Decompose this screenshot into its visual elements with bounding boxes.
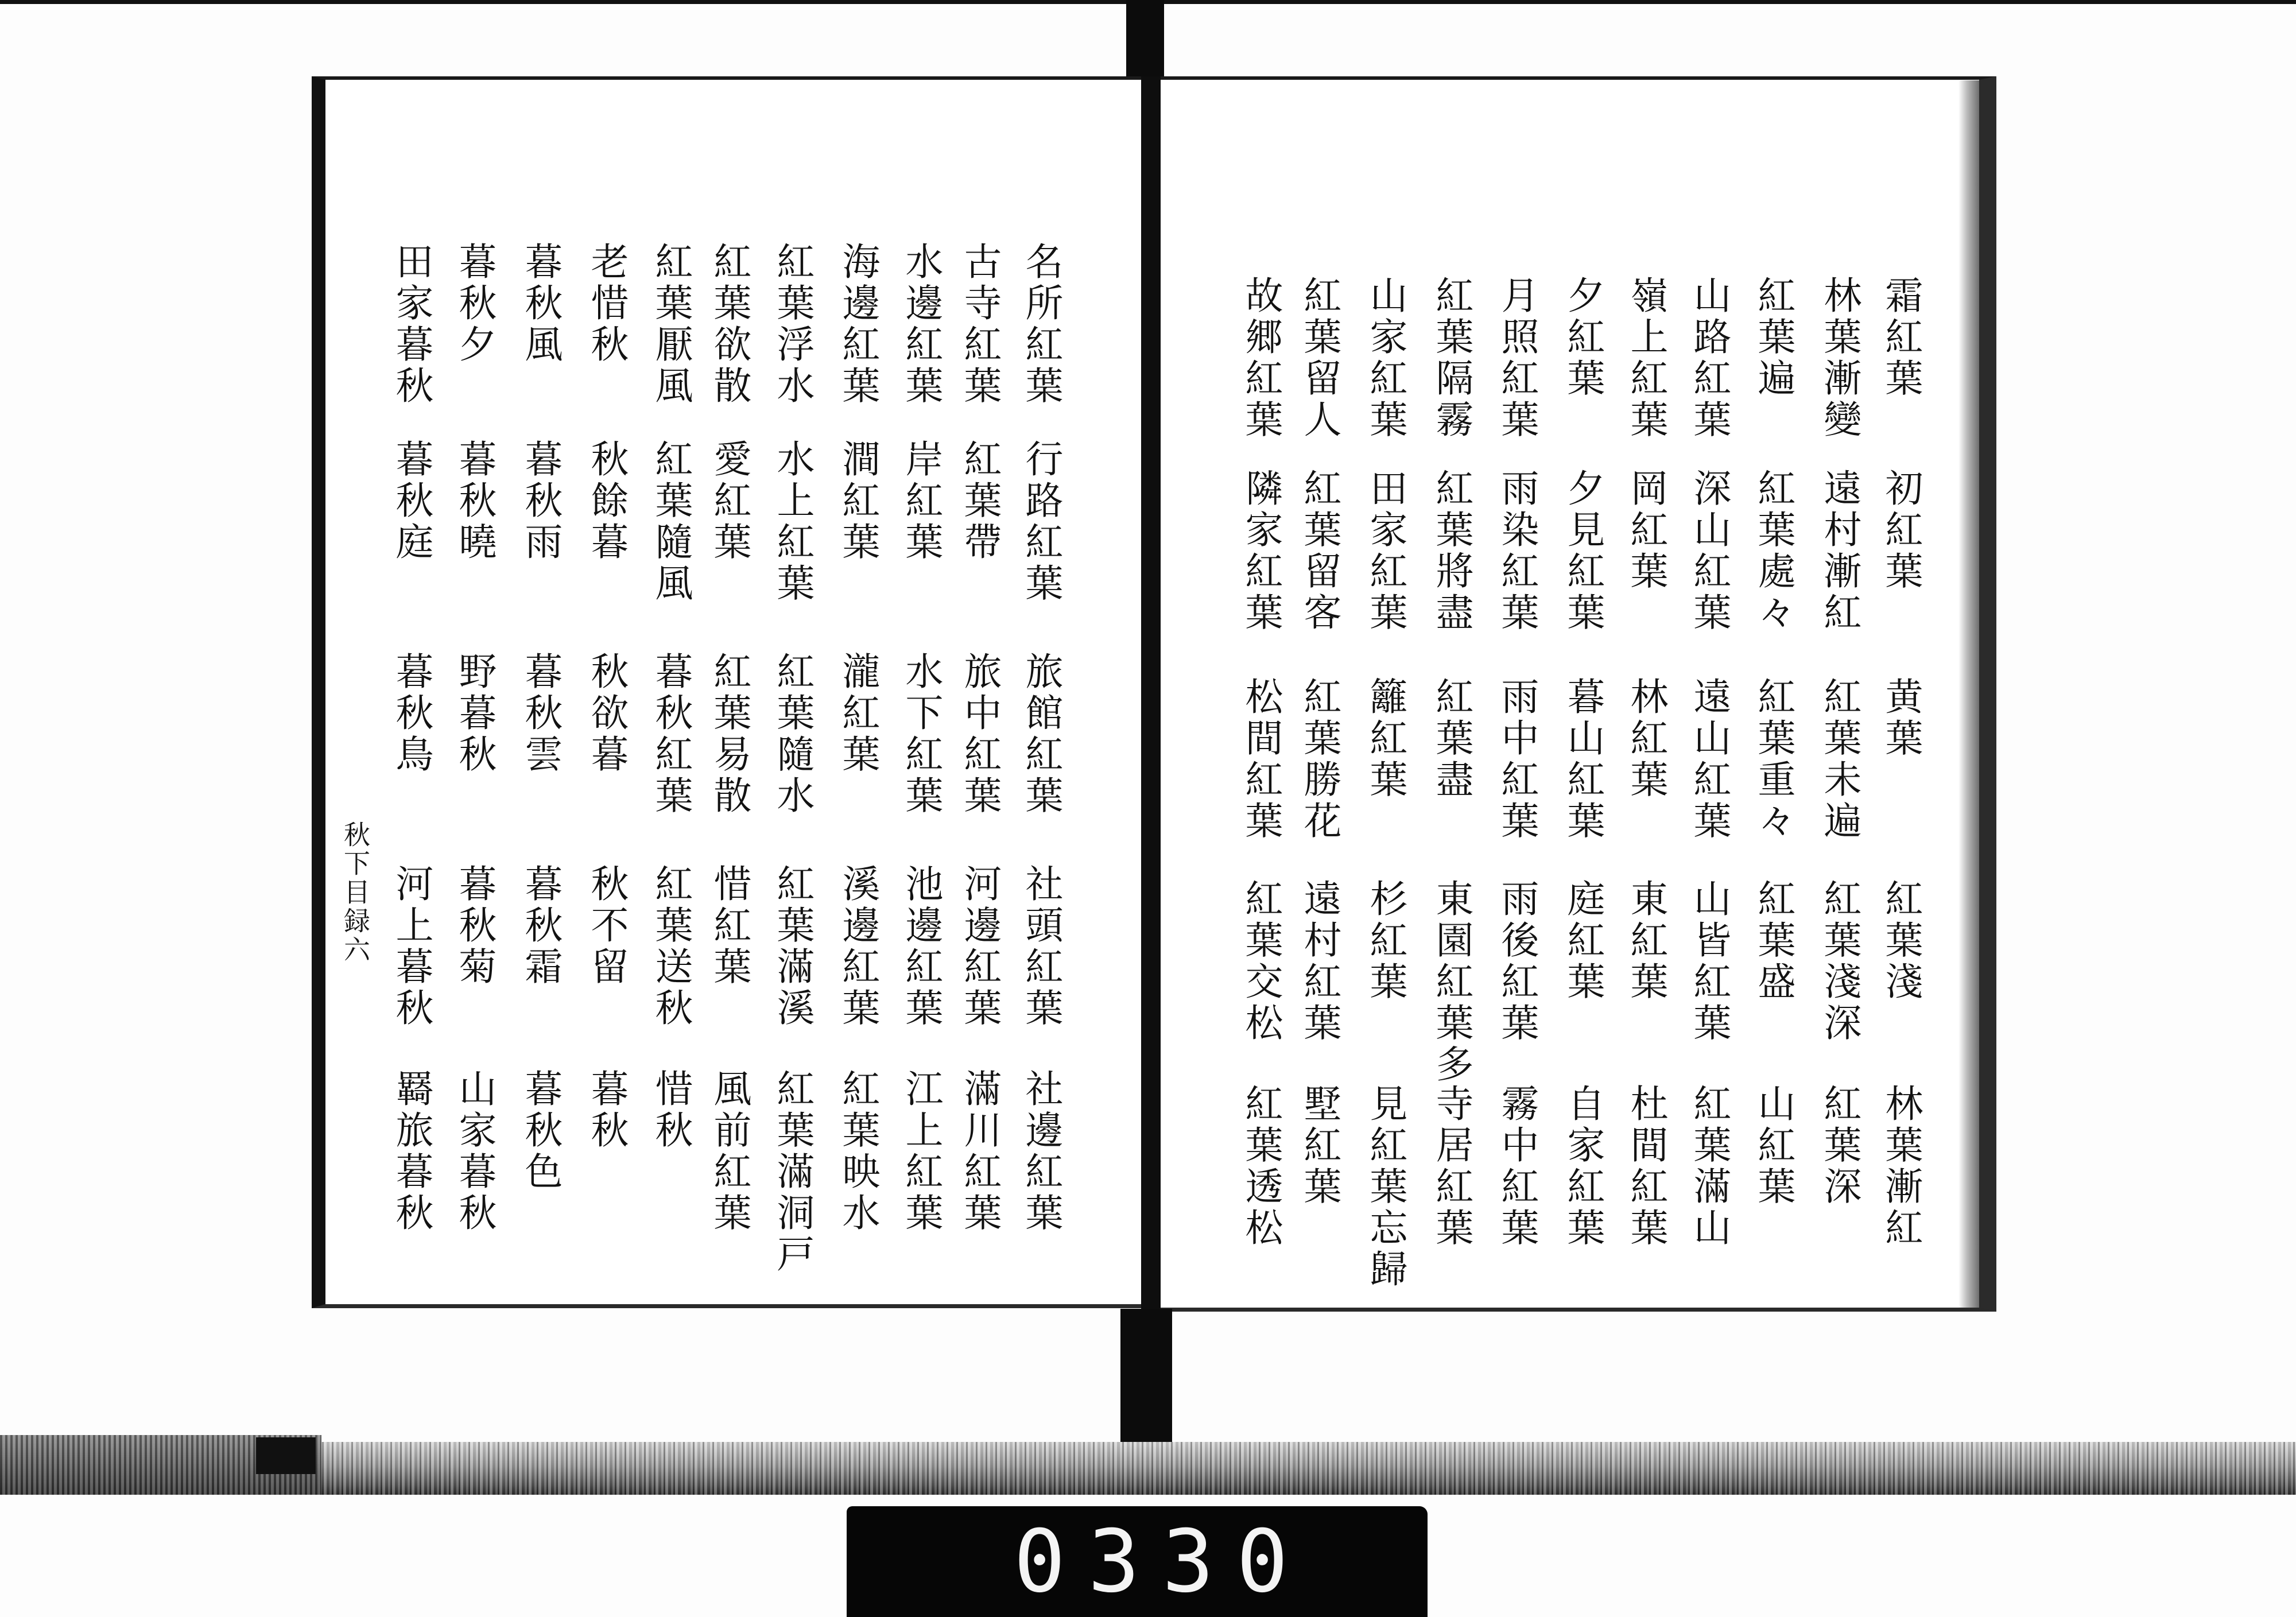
toc-entry: 江上紅葉 (899, 1069, 943, 1234)
toc-entry: 澗紅葉 (836, 439, 880, 563)
frame-number-label (847, 1506, 1428, 1617)
book-spine-top (1126, 0, 1164, 80)
toc-column (1240, 0, 1282, 1320)
toc-entry: 秋不留 (584, 864, 629, 988)
toc-entry: 暮秋菊 (452, 864, 497, 988)
toc-column (390, 0, 433, 1320)
toc-entry: 紅葉留客 (1297, 468, 1341, 634)
scan-mark (256, 1437, 316, 1474)
toc-entry: 名所紅葉 (1019, 242, 1063, 407)
toc-entry: 暮秋曉 (452, 439, 497, 563)
toc-entry: 庭紅葉 (1561, 879, 1605, 1003)
toc-entry: 秋欲暮 (584, 652, 629, 775)
toc-column (1625, 0, 1667, 1320)
toc-entry: 社邊紅葉 (1019, 1069, 1063, 1234)
toc-entry: 紅葉隔霧 (1429, 276, 1473, 441)
toc-entry: 暮秋夕 (452, 242, 497, 366)
toc-entry: 紅葉厭風 (649, 242, 693, 407)
toc-entry: 水上紅葉 (770, 439, 815, 604)
toc-entry: 暮秋 (584, 1069, 629, 1151)
toc-entry: 紅葉深 (1817, 1084, 1861, 1208)
toc-column (1562, 0, 1604, 1320)
toc-entry: 黄葉 (1879, 677, 1923, 759)
toc-entry: 深山紅葉 (1687, 468, 1731, 634)
toc-column (959, 0, 1001, 1320)
toc-entry: 東紅葉 (1624, 879, 1668, 1003)
toc-column (1818, 0, 1861, 1320)
toc-column (1364, 0, 1407, 1320)
toc-entry: 惜秋 (649, 1069, 693, 1151)
toc-entry: 溪邊紅葉 (836, 864, 880, 1029)
toc-entry: 古寺紅葉 (957, 242, 1002, 407)
toc-entry: 秋餘暮 (584, 439, 629, 563)
toc-entry: 池邊紅葉 (899, 864, 943, 1029)
toc-column (1880, 0, 1922, 1320)
toc-entry: 暮秋紅葉 (649, 652, 693, 817)
toc-column (771, 0, 814, 1320)
toc-entry: 暮秋霜 (518, 864, 563, 988)
toc-entry: 墅紅葉 (1297, 1084, 1341, 1208)
toc-entry: 初紅葉 (1879, 468, 1923, 592)
toc-entry: 岡紅葉 (1624, 468, 1668, 592)
toc-column (519, 0, 562, 1320)
toc-entry: 雨中紅葉 (1495, 677, 1539, 842)
toc-entry: 紅葉滿溪 (770, 864, 815, 1029)
toc-entry: 夕見紅葉 (1561, 468, 1605, 634)
toc-column (1430, 0, 1473, 1320)
toc-entry: 瀧紅葉 (836, 652, 880, 775)
book-gutter (1141, 76, 1161, 1312)
toc-entry: 山路紅葉 (1687, 276, 1731, 441)
toc-entry: 紅葉隨水 (770, 652, 815, 817)
toc-entry: 社頭紅葉 (1019, 864, 1063, 1029)
toc-entry: 故郷紅葉 (1239, 276, 1283, 441)
toc-entry: 紅葉盡 (1429, 677, 1473, 801)
toc-entry: 林紅葉 (1624, 677, 1668, 801)
toc-entry: 遠村漸紅 (1817, 468, 1861, 634)
toc-entry: 林葉漸紅 (1879, 1084, 1923, 1249)
toc-column (1020, 0, 1062, 1320)
toc-entry: 山家暮秋 (452, 1069, 497, 1234)
toc-entry: 田家紅葉 (1363, 468, 1407, 634)
toc-entry: 田家暮秋 (389, 242, 433, 407)
toc-entry: 松間紅葉 (1239, 677, 1283, 842)
toc-column (1496, 0, 1538, 1320)
toc-entry: 雨後紅葉 (1495, 879, 1539, 1044)
toc-entry: 紅葉交松 (1239, 879, 1283, 1044)
toc-entry: 霧中紅葉 (1495, 1084, 1539, 1249)
toc-entry: 自家紅葉 (1561, 1084, 1605, 1249)
toc-entry: 隣家紅葉 (1239, 468, 1283, 634)
toc-column (1752, 0, 1795, 1320)
toc-entry: 遠村紅葉 (1297, 879, 1341, 1044)
toc-entry: 愛紅葉 (707, 439, 751, 563)
toc-entry: 紅葉遍 (1751, 276, 1795, 400)
scan-noise-band (0, 1442, 2296, 1495)
toc-entry: 紅葉重々 (1751, 677, 1795, 842)
toc-entry: 暮山紅葉 (1561, 677, 1605, 842)
toc-entry: 惜紅葉 (707, 864, 751, 988)
toc-entry: 嶺上紅葉 (1624, 276, 1668, 441)
toc-entry: 紅葉映水 (836, 1069, 880, 1234)
toc-entry: 紅葉滿洞戸 (770, 1069, 815, 1275)
toc-entry: 紅葉勝花 (1297, 677, 1341, 842)
toc-column (585, 0, 628, 1320)
toc-entry: 見紅葉忘歸 (1363, 1084, 1407, 1290)
toc-entry: 羇旅暮秋 (389, 1069, 433, 1234)
toc-entry: 霜紅葉 (1879, 276, 1923, 400)
toc-entry: 旅館紅葉 (1019, 652, 1063, 817)
toc-entry: 暮秋雲 (518, 652, 563, 775)
toc-entry: 杜間紅葉 (1624, 1084, 1668, 1249)
toc-entry: 遠山紅葉 (1687, 677, 1731, 842)
toc-entry: 暮秋風 (518, 242, 563, 366)
toc-entry: 紅葉帶 (957, 439, 1002, 563)
toc-entry: 紅葉淺深 (1817, 879, 1861, 1044)
toc-entry: 山紅葉 (1751, 1084, 1795, 1208)
toc-entry: 夕紅葉 (1561, 276, 1605, 400)
toc-entry: 風前紅葉 (707, 1069, 751, 1234)
toc-column (650, 0, 692, 1320)
toc-entry: 老惜秋 (584, 242, 629, 366)
toc-entry: 紅葉隨風 (649, 439, 693, 604)
toc-column (1688, 0, 1731, 1320)
toc-entry: 旅中紅葉 (957, 652, 1002, 817)
toc-entry: 滿川紅葉 (957, 1069, 1002, 1234)
toc-entry: 紅葉留人 (1297, 276, 1341, 441)
toc-entry: 水邊紅葉 (899, 242, 943, 407)
toc-entry: 月照紅葉 (1495, 276, 1539, 441)
toc-entry: 紅葉滿山 (1687, 1084, 1731, 1249)
toc-entry: 紅葉透松 (1239, 1084, 1283, 1249)
toc-entry: 紅葉將盡 (1429, 468, 1473, 634)
toc-column (837, 0, 879, 1320)
toc-column (453, 0, 496, 1320)
toc-entry: 紅葉處々 (1751, 468, 1795, 634)
right-page-edge (1958, 80, 1979, 1308)
toc-entry: 紅葉浮水 (770, 242, 815, 407)
toc-column (708, 0, 751, 1320)
toc-entry: 紅葉易散 (707, 652, 751, 817)
toc-entry: 水下紅葉 (899, 652, 943, 817)
toc-entry: 紅葉送秋 (649, 864, 693, 1029)
toc-entry: 寺居紅葉 (1429, 1084, 1473, 1249)
toc-entry: 林葉漸變 (1817, 276, 1861, 441)
toc-entry: 紅葉淺 (1879, 879, 1923, 1003)
toc-entry: 岸紅葉 (899, 439, 943, 563)
page-label: 秋下目録六 (340, 821, 371, 964)
frame-number: 0330 (1014, 1512, 1311, 1612)
toc-entry: 河上暮秋 (389, 864, 433, 1029)
toc-entry: 籬紅葉 (1363, 677, 1407, 801)
toc-entry: 暮秋鳥 (389, 652, 433, 775)
toc-entry: 紅葉未遍 (1817, 677, 1861, 842)
toc-entry: 東園紅葉多 (1429, 879, 1473, 1085)
toc-entry: 山家紅葉 (1363, 276, 1407, 441)
toc-entry: 雨染紅葉 (1495, 468, 1539, 634)
toc-entry: 河邊紅葉 (957, 864, 1002, 1029)
toc-column (1298, 0, 1341, 1320)
toc-entry: 暮秋雨 (518, 439, 563, 563)
toc-entry: 紅葉盛 (1751, 879, 1795, 1003)
toc-entry: 暮秋色 (518, 1069, 563, 1193)
toc-entry: 行路紅葉 (1019, 439, 1063, 604)
toc-entry: 海邊紅葉 (836, 242, 880, 407)
toc-entry: 紅葉欲散 (707, 242, 751, 407)
toc-entry: 暮秋庭 (389, 439, 433, 563)
toc-entry: 野暮秋 (452, 652, 497, 775)
toc-entry: 杉紅葉 (1363, 879, 1407, 1003)
toc-entry: 山皆紅葉 (1687, 879, 1731, 1044)
toc-column (900, 0, 943, 1320)
